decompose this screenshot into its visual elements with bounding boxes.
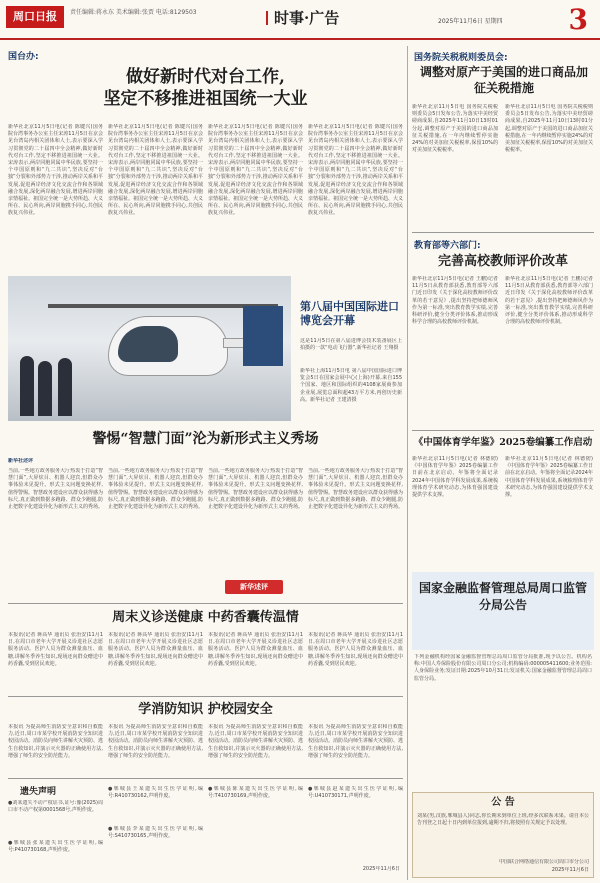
lost-item: ●郸城县赵某遗失出生医学证明,编号:U410730171,声明作废。 [308, 786, 403, 800]
lead-body-col1: 新华社北京11月5日电(记者 陈键兴)国务院台湾事务办公室主任宋涛11月5日在京会见台湾岛内相关团体和人士,表示要深入学习贯彻党的二十届四中全会精神,做好新时代对台工作,坚定不移推进祖国统一大业。宋涛表示,两岸同胞同属中华民族,要坚持一个中国原则和“九二共识”,坚决反对“台独”分裂和外部势力干涉,推动两岸关系和平发展,促进两岸经济文化交流合作和各领域融合发展,深化两岸融合发展,增进两岸同胞亲情福祉。祖国完全统一是大势所趋、大义所在、民心所向,两岸同胞携手同心,共创民族复兴伟业。 [8, 124, 103, 217]
article2-col2: 当前,一些地方政务服务大厅热衷于打造“智慧门面”,大屏炫目、机器人迎宾,但群众办事体验未见提升。形式主义问题变换花样,值得警惕。智慧政务建设应以群众获得感为标尺,真正做到数据多跑路、群众少跑腿,防止把数字化建设异化为新形式主义的秀场。 [108, 468, 203, 511]
yearbook-col2: 新华社北京11月5日电(记者 林德韧)《中国体育学年鉴》2025卷编纂工作日前在北京启动。年鉴将全面记录2024年中国体育学科发展成果,系统梳理体育学术研究动态,为体育强国建设提供学术支撑。 [505, 456, 593, 499]
announcement-date: 2025年11月6日 [551, 867, 589, 873]
article3-headline: 周末义诊送健康 中药香囊传温情 [112, 610, 299, 625]
article3-col2: 本报讯(记者 蒋高华 通讯员 张治安)11月1日,在周口市老年大学开展义诊进社区志愿服务活动。医护人员为群众测量血压、血糖,讲解冬季养生知识,现场还向群众赠送中药香囊,受到居民欢迎。 [108, 632, 203, 667]
lead-tag: 国台办: [8, 52, 39, 62]
divider [412, 430, 594, 431]
lost-item: ●郸城县李某遗失出生医学证明,编号:S410730165,声明作废。 [108, 826, 203, 840]
bank-body: 下列金融机构经国家金融监督管理总局周口监管分局批准,现予以公告。机构名称:中国人寿保险股份有限公司周口分公司;机构编码:000005411600;业务范围:人身保险业务;发证日期:2025年10月31日;发证机关:国家金融监督管理总局周口监管分局。 [414, 654, 592, 682]
visitor-figure [20, 356, 34, 416]
masthead-info: 责任编辑:蒋永东 美术编辑:张贾 电话:8129503 [70, 9, 197, 16]
issue-date: 2025年11月6日 星期四 [438, 18, 503, 25]
article3-col3: 本报讯(记者 蒋高华 通讯员 张治安)11月1日,在周口市老年大学开展义诊进社区志愿服务活动。医护人员为群众测量血压、血糖,讲解冬季养生知识,现场还向群众赠送中药香囊,受到居民欢迎。 [208, 632, 303, 667]
photo-caption-title: 第八届中国国际进口博览会开幕 [300, 300, 399, 327]
lead-body-col3: 新华社北京11月5日电(记者 陈键兴)国务院台湾事务办公室主任宋涛11月5日在京会见台湾岛内相关团体和人士,表示要深入学习贯彻党的二十届四中全会精神,做好新时代对台工作,坚定不移推进祖国统一大业。宋涛表示,两岸同胞同属中华民族,要坚持一个中国原则和“九二共识”,坚决反对“台独”分裂和外部势力干涉,推动两岸关系和平发展,促进两岸经济文化交流合作和各领域融合发展,深化两岸融合发展,增进两岸同胞亲情福祉。祖国完全统一是大势所趋、大义所在、民心所向,两岸同胞携手同心,共创民族复兴伟业。 [208, 124, 303, 217]
divider [8, 603, 403, 604]
tariff-col1: 新华社北京11月5日电 国务院关税税则委员会5日发布公告,为落实中美经贸磋商成果,自2025年11月10日13时01分起,调整对原产于美国的进口商品加征关税措施,在一年内继续暂停实施24%的对美加征关税税率,保留10%的对美加征关税税率。 [412, 104, 498, 154]
article4-col2: 本报讯 为提高师生消防安全意识和自救能力,近日,周口市某学校开展消防安全知识进校园活动。消防员向师生讲解火灾预防、逃生自救知识,并演示灭火器的正确使用方法,增强了师生的安全防范能力。 [108, 724, 203, 759]
lost-item: ●郸城县陈某遗失出生医学证明,编号:T410730169,声明作废。 [208, 786, 303, 800]
xinhua-logo: 新华述评 [225, 580, 283, 594]
edu-col1: 新华社北京11月5日电(记者 王鹏)记者11月5日从教育部获悉,教育部等六部门近日印发《关于深化高校教师评价改革的若干意见》,提出坚持把师德师风作为第一标准,突出教育教学实绩,完善科研评价,健全分类评价体系,推动形成科学合理的高校教师评价机制。 [412, 276, 498, 326]
article4-col3: 本报讯 为提高师生消防安全意识和自救能力,近日,周口市某学校开展消防安全知识进校园活动。消防员向师生讲解火灾预防、逃生自救知识,并演示灭火器的正确使用方法,增强了师生的安全防范能力。 [208, 724, 303, 759]
lost-date: 2025年11月6日 [362, 866, 400, 872]
announcement-body: 刘某(男,汉族,郸城县人)同志,你长期未到单位上班,经多次联系未果。请自本公告刊登之日起十日内到单位报到,逾期不归,将按照有关规定予以处理。 [417, 813, 589, 827]
tariff-headline: 调整对原产于美国的进口商品加征关税措施 [419, 65, 588, 95]
yearbook-col1: 新华社北京11月5日电(记者 林德韧)《中国体育学年鉴》2025卷编纂工作日前在北京启动。年鉴将全面记录2024年中国体育学科发展成果,系统梳理体育学术研究动态,为体育强国建设提供学术支撑。 [412, 456, 498, 499]
edu-tag: 教育部等六部门: [414, 241, 481, 251]
bank-notice-box [412, 572, 594, 650]
page-number: 3 [568, 3, 588, 36]
lead-body-col4: 新华社北京11月5日电(记者 陈键兴)国务院台湾事务办公室主任宋涛11月5日在京会见台湾岛内相关团体和人士,表示要深入学习贯彻党的二十届四中全会精神,做好新时代对台工作,坚定不移推进祖国统一大业。宋涛表示,两岸同胞同属中华民族,要坚持一个中国原则和“九二共识”,坚决反对“台独”分裂和外部势力干涉,推动两岸关系和平发展,促进两岸经济文化交流合作和各领域融合发展,深化两岸融合发展,增进两岸同胞亲情福祉。祖国完全统一是大势所趋、大义所在、民心所向,两岸同胞携手同心,共创民族复兴伟业。 [308, 124, 403, 217]
announcement-title: 公 告 [491, 797, 515, 808]
photo-caption-body: 这是11月5日在第八届进博会技术装备展区上拍摄的一款“电动飞行器”,新华社记者 王翔摄 [300, 338, 402, 352]
lost-item: ●郸城县张某遗失出生医学证明,编号:P410730168,声明作废。 [8, 840, 103, 854]
divider [412, 232, 594, 233]
visitor-figure [58, 358, 72, 416]
article3-col1: 本报讯(记者 蒋高华 通讯员 张治安)11月1日,在周口市老年大学开展义诊进社区志愿服务活动。医护人员为群众测量血压、血糖,讲解冬季养生知识,现场还向群众赠送中药香囊,受到居民欢迎。 [8, 632, 103, 667]
lead-headline [8, 66, 403, 110]
visitor-figure [38, 361, 52, 416]
article4-col4: 本报讯 为提高师生消防安全意识和自救能力,近日,周口市某学校开展消防安全知识进校园活动。消防员向师生讲解火灾预防、逃生自救知识,并演示灭火器的正确使用方法,增强了师生的安全防范能力。 [308, 724, 403, 759]
lead-headline-line2: 坚定不移推进祖国统一大业 [103, 89, 308, 109]
article3-col4: 本报讯(记者 蒋高华 通讯员 张治安)11月1日,在周口市老年大学开展义诊进社区志愿服务活动。医护人员为群众测量血压、血糖,讲解冬季养生知识,现场还向群众赠送中药香囊,受到居民欢迎。 [308, 632, 403, 667]
divider [8, 778, 403, 779]
lead-body-col2: 新华社北京11月5日电(记者 陈键兴)国务院台湾事务办公室主任宋涛11月5日在京会见台湾岛内相关团体和人士,表示要深入学习贯彻党的二十届四中全会精神,做好新时代对台工作,坚定不移推进祖国统一大业。宋涛表示,两岸同胞同属中华民族,要坚持一个中国原则和“九二共识”,坚决反对“台独”分裂和外部势力干涉,推动两岸关系和平发展,促进两岸经济文化交流合作和各领域融合发展,深化两岸融合发展,增进两岸同胞亲情福祉。祖国完全统一是大势所趋、大义所在、民心所向,两岸同胞携手同心,共创民族复兴伟业。 [108, 124, 203, 217]
article2-col4: 当前,一些地方政务服务大厅热衷于打造“智慧门面”,大屏炫目、机器人迎宾,但群众办事体验未见提升。形式主义问题变换花样,值得警惕。智慧政务建设应以群众获得感为标尺,真正做到数据多跑路、群众少跑腿,防止把数字化建设异化为新形式主义的秀场。 [308, 468, 403, 511]
announcement-sign: 中国联合网络通信有限公司周口市分公司 [498, 859, 589, 865]
announcement-box [412, 792, 594, 878]
masthead [0, 0, 600, 40]
column-divider [407, 46, 408, 880]
photo-caption-body2: 新华社上海11月5日电 第八届中国国际进口博览会5日在国家会展中心(上海)开幕,来自155个国家、地区和国际组织的4108家展商参加企业展,展览总面积超43万平方米,再创历史新高。新华社记者 王建清摄 [300, 368, 402, 403]
bank-headline: 国家金融监督管理总局周口监管分局公告 [418, 581, 587, 612]
section-label: 时事·广告 [274, 9, 340, 27]
tariff-col2: 新华社北京11月5日电 国务院关税税则委员会5日发布公告,为落实中美经贸磋商成果,自2025年11月10日13时01分起,调整对原产于美国的进口商品加征关税措施,在一年内继续暂停实施24%的对美加征关税税率,保留10%的对美加征关税税率。 [505, 104, 593, 154]
article2-tag: 新华社述评 [8, 458, 34, 464]
edu-col2: 新华社北京11月5日电(记者 王鹏)记者11月5日从教育部获悉,教育部等六部门近日印发《关于深化高校教师评价改革的若干意见》,提出坚持把师德师风作为第一标准,突出教育教学实绩,完善科研评价,健全分类评价体系,推动形成科学合理的高校教师评价机制。 [505, 276, 593, 326]
edu-headline: 完善高校教师评价改革 [437, 254, 568, 269]
right-tag: 国务院关税税则委员会: [414, 53, 508, 63]
section-bar [266, 11, 268, 25]
yearbook-headline: 《中国体育学年鉴》2025卷编纂工作启动 [413, 437, 593, 448]
display-screen [243, 306, 283, 366]
article4-headline: 学消防知识 护校园安全 [138, 702, 273, 717]
divider [8, 696, 403, 697]
article2-headline: 警惕“智慧门面”沦为新形式主义秀场 [92, 431, 319, 447]
section-title [260, 7, 339, 28]
lost-title: 遗失声明 [20, 787, 57, 797]
lost-item: ●刘某遗失不动产权证书,证号:豫(2025)周口市不动产权第0001568号,声明作废。 [8, 800, 103, 814]
newspaper-logo: 周口日报 [6, 6, 64, 28]
aircraft-window [118, 326, 178, 362]
article2-col3: 当前,一些地方政务服务大厅热衷于打造“智慧门面”,大屏炫目、机器人迎宾,但群众办事体验未见提升。形式主义问题变换花样,值得警惕。智慧政务建设应以群众获得感为标尺,真正做到数据多跑路、群众少跑腿,防止把数字化建设异化为新形式主义的秀场。 [208, 468, 303, 511]
expo-photo [8, 276, 291, 421]
lost-item: ●郸城县王某遗失出生医学证明,编号:R410730162,声明作废。 [108, 786, 203, 800]
article2-col1: 当前,一些地方政务服务大厅热衷于打造“智慧门面”,大屏炫目、机器人迎宾,但群众办事体验未见提升。形式主义问题变换花样,值得警惕。智慧政务建设应以群众获得感为标尺,真正做到数据多跑路、群众少跑腿,防止把数字化建设异化为新形式主义的秀场。 [8, 468, 103, 511]
article4-col1: 本报讯 为提高师生消防安全意识和自救能力,近日,周口市某学校开展消防安全知识进校园活动。消防员向师生讲解火灾预防、逃生自救知识,并演示灭火器的正确使用方法,增强了师生的安全防范能力。 [8, 724, 103, 759]
lead-headline-line1: 做好新时代对台工作, [126, 67, 285, 87]
